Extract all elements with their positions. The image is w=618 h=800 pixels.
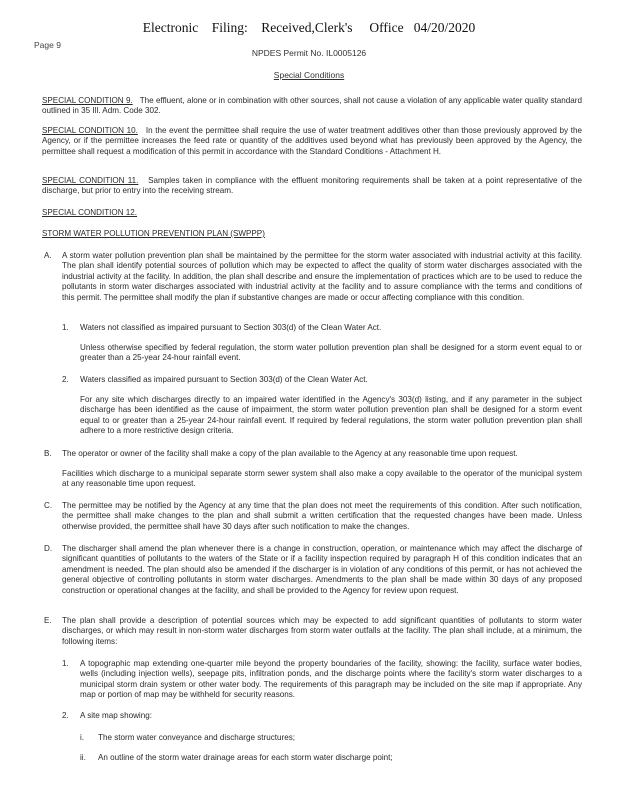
- item-marker: 2.: [62, 375, 69, 384]
- item-e2ii-text: An outline of the storm water drainage areas for each storm water discharge point;: [98, 753, 393, 762]
- swppp-title: STORM WATER POLLUTION PREVENTION PLAN (SWPPP): [42, 229, 265, 238]
- item-e-text: The plan shall provide a description of potential sources which may be expected to add significant quantities of pollutants to storm water discharges, or which may result in non-storm water discharges from storm water outfalls at the facility. The plan shall include, at a minimum, the following items:: [62, 616, 582, 646]
- item-d-text: The discharger shall amend the plan whenever there is a change in construction, operation, or maintenance which may affect the discharge of significant quantities of pollutants to the waters of the State or if a facility inspection required by paragraph H of this condition indicates that an amendment is needed. The plan should also be amended if the discharger is in violation of any conditions of this permit, or has not achieved the general objective of controlling pollutants in storm water discharges. Amendments to the plan shall be made within 30 days of any proposed construction or operational changes at the facility, and shall be provided to the Agency for review upon request.: [62, 544, 582, 595]
- section-title: Special Conditions: [273, 70, 345, 80]
- item-marker: 1.: [62, 659, 69, 668]
- item-c-text: The permittee may be notified by the Agency at any time that the plan does not meet the requirements of this condition. After such notification, the permittee shall make changes to the plan and shall submit a written certification that the requested changes have been made. Unless otherwise provided, the permittee shall have 30 days after such notification to make the changes.: [62, 501, 582, 531]
- special-condition-9: [42, 96, 582, 117]
- item-e2-text: A site map showing:: [80, 711, 152, 720]
- item-marker: i.: [80, 733, 85, 742]
- permit-number: NPDES Permit No. IL0005126: [251, 48, 367, 58]
- condition-text: Samples taken in compliance with the effluent monitoring requirements shall be taken at a point representative of the discharge, but prior to entry into the receiving stream.: [42, 176, 583, 196]
- filing-stamp: Electronic Filing: Received,Clerk's Office 04/20/2020: [142, 20, 476, 35]
- item-marker: C.: [44, 501, 53, 510]
- item-b-detail: Facilities which discharge to a municipal separate storm sewer system shall also make a copy available to the operator of the municipal system at any reasonable time upon request.: [62, 469, 582, 489]
- item-marker: E.: [44, 616, 52, 625]
- special-condition-11: [42, 176, 582, 197]
- item-e1-text: A topographic map extending one-quarter mile beyond the property boundaries of the facility, showing: the facility, surface water bodies, wells (including injection wells), seepage pits, infiltration ponds, and the discharge points where the facility's storm water discharges to a municipal storm drain system or other water body. The requirements of this paragraph may be included on the site map if appropriate. Any map or portion of map may be withheld for security reasons.: [80, 659, 582, 700]
- item-a2-detail: For any site which discharges directly to an impaired water identified in the Agency's 303(d) listing, and if any parameter in the subject discharge has been identified as the cause of impairment, the storm water pollution prevention plan shall be designed for a storm event equal to or greater than a 25-year 24-hour rainfall event. If required by federal regulations, the storm water pollution prevention plan shall adhere to a more restrictive design criteria.: [80, 395, 582, 436]
- page-number: Page 9: [34, 40, 61, 50]
- item-a1-detail: Unless otherwise specified by federal regulation, the storm water pollution prevention plan shall be designed for a storm event equal to or greater than a 25-year 24-hour rainfall event.: [80, 343, 582, 363]
- item-marker: D.: [44, 544, 53, 553]
- special-condition-10: [42, 126, 582, 157]
- condition-label: SPECIAL CONDITION 11.: [42, 176, 139, 185]
- condition-text: In the event the permittee shall require the use of water treatment additives other than those previously approved by the Agency, or if the permittee increases the feed rate or quantity of the additives used beyond what has previously been approved by the Agency, the permittee shall request a modification of this permit in accordance with the Standard Conditions - Attachment H.: [42, 126, 582, 156]
- item-a1-text: Waters not classified as impaired pursuant to Section 303(d) of the Clean Water Act.: [80, 323, 382, 332]
- special-condition-12: [42, 208, 582, 218]
- condition-label: SPECIAL CONDITION 9.: [42, 96, 133, 105]
- item-marker: 2.: [62, 711, 69, 720]
- item-a-text: A storm water pollution prevention plan shall be maintained by the permittee for the storm water associated with industrial activity at this facility. The plan shall identify potential sources of pollution which may be expected to affect the quality of storm water discharges associated with the industrial activity at the facility. In addition, the plan shall describe and ensure the implementation of practices which are to be used to reduce the pollutants in storm water discharges associated with industrial activity at the facility and to assure compliance with the terms and conditions of this permit. The permittee shall modify the plan if substantive changes are made or occur affecting compliance with this condition.: [62, 251, 582, 302]
- item-marker: ii.: [80, 753, 86, 762]
- item-a2-text: Waters classified as impaired pursuant to Section 303(d) of the Clean Water Act.: [80, 375, 368, 384]
- item-e2i-text: The storm water conveyance and discharge structures;: [98, 733, 296, 742]
- condition-label: SPECIAL CONDITION 12.: [42, 208, 138, 217]
- condition-text: The effluent, alone or in combination with other sources, shall not cause a violation of any applicable water quality standard outlined in 35 Ill. Adm. Code 302.: [42, 96, 582, 116]
- condition-label: SPECIAL CONDITION 10.: [42, 126, 138, 135]
- item-marker: A.: [44, 251, 52, 260]
- item-marker: B.: [44, 449, 52, 458]
- item-marker: 1.: [62, 323, 69, 332]
- item-b-text: The operator or owner of the facility shall make a copy of the plan available to the Agency at any reasonable time upon request.: [62, 449, 518, 458]
